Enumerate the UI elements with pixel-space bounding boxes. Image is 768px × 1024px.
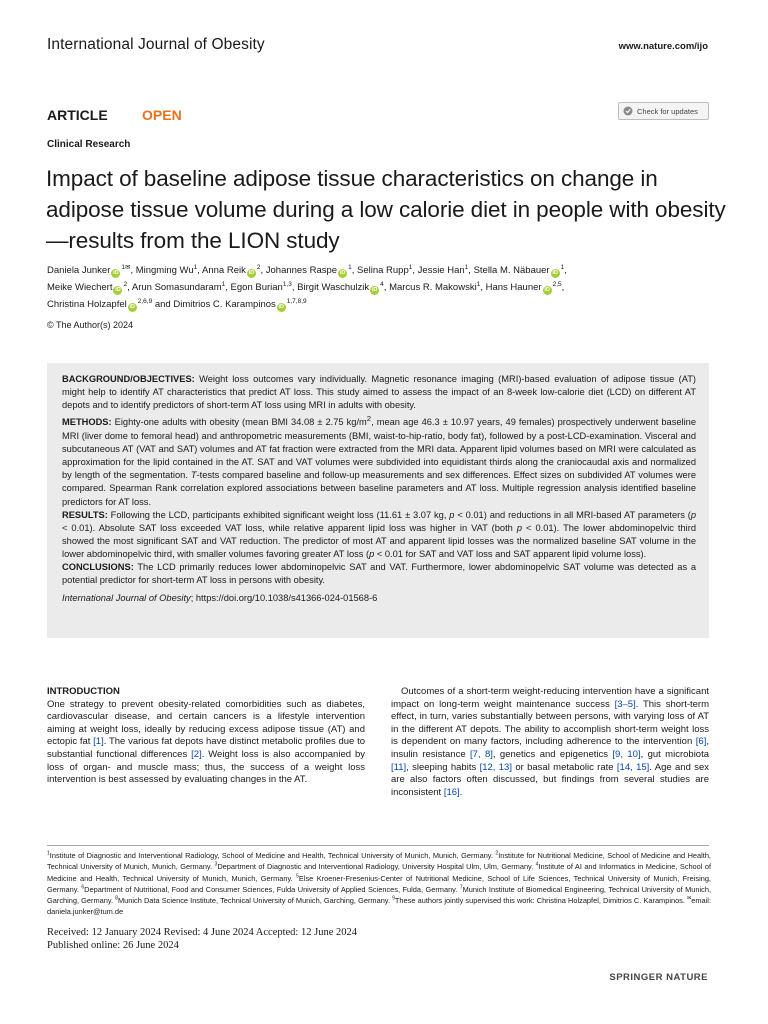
affiliation-text: Institute of Diagnostic and Interventional Radiology, School of Medicine and Health, Technical University of Munich, Munich, Germany. [49,851,496,860]
doi-link[interactable]: ; https://doi.org/10.1038/s41366-024-01568-6 [190,592,378,603]
footnote-divider [47,845,709,846]
author-affiliation-number: 1,3 [282,280,292,288]
publication-dates [47,926,357,952]
affiliation-number: 5 [296,873,299,880]
author-affiliation-number: 1 [476,280,481,288]
affiliation-number: 4 [535,861,539,868]
reference-link[interactable]: [11] [391,761,407,773]
author-name[interactable]: Johannes Raspe [265,265,338,276]
affiliation-number: 3 [214,861,218,868]
reference-link[interactable]: [14, 15] [616,761,650,773]
check-updates-icon [623,106,633,116]
orcid-icon[interactable]: iD [278,304,285,310]
affiliation-text: Institute of AI and Informatics in Medicine, School of Medicine and Health, Technical University of Munich, Munich, Germany. [47,862,711,883]
orcid-icon[interactable]: iD [544,287,550,293]
reference-link[interactable]: [12, 13] [479,761,512,773]
orcid-icon[interactable]: iD [339,270,346,276]
author-affiliation-number: 1 [560,263,565,271]
author-affiliation-number: 2,5 [552,280,562,288]
affiliation-number: 8 [115,895,118,902]
author-name[interactable]: Mingming Wu [135,265,194,276]
author-affiliation-number: 1 [348,263,352,271]
author-affiliation-number: 1✉ [121,263,131,271]
abstract-results: RESULTS: Following the LCD, participants exhibited significant weight loss (11.61 ± 3.07 kg, p < 0.01) and reductions in all MRI-based AT parameters (p < 0.01). Absolute SAT loss exceeded VAT loss, while relative apparent lipid loss was higher in VAT (both p < 0.01). The lower abdominopelvic third showed the most significant SAT and VAT reduction. The predictor of most AT and apparent lipid losses was the normalized baseline SAT volume in the lower abdominopelvic third, with smaller volumes favoring greater AT loss (p < 0.01 for SAT and VAT loss and SAT apparent lipid volume loss). [62,509,696,560]
open-access-label: OPEN [142,107,182,123]
article-title: Impact of baseline adipose tissue characteristics on change in adipose tissue volume during a low calorie diet in people with obesity—results from the LION study [46,166,726,253]
author-name[interactable]: Marcus R. Makowski [389,282,477,293]
author-name[interactable]: Daniela Junker [47,265,111,276]
author-name[interactable]: Dimitrios C. Karampinos [173,299,276,310]
author-name[interactable]: Christina Holzapfel [47,299,127,310]
author-affiliation-number: 2 [256,263,261,271]
reference-link[interactable]: [16] [443,786,460,798]
author-name[interactable]: Birgit Waschulzik [297,282,370,293]
author-affiliation-number: 1 [221,280,226,288]
affiliation-text: Else Kroener-Fresenius-Center of Nutritional Medicine, School of Life Sciences, Technical University of Munich, Freising, Germany. [47,873,711,894]
orcid-icon[interactable]: iD [248,270,255,276]
abstract-conclusions: CONCLUSIONS: The LCD primarily reduces lower abdominopelvic SAT and VAT. Furthermore, lower abdominopelvic SAT volume was detected as a potential predictor for short-term AT loss in persons with obesity. [62,562,696,586]
reference-link[interactable]: [1] [93,736,104,748]
author-name[interactable]: Jessie Han [417,265,465,276]
reference-link[interactable]: [3–5] [614,698,636,710]
affiliation-number: 9 [392,895,395,902]
affiliation-text: Munich Institute of Biomedical Engineering, Technical University of Munich, Garching, Germany. [47,884,711,906]
article-type-label: ARTICLE [47,107,108,123]
reference-link[interactable]: [7, 8] [470,748,493,760]
affiliation-number: 2 [495,850,499,857]
published-date: Published online: 26 June 2024 [47,940,179,951]
intro-paragraph-2: Outcomes of a short-term weight-reducing intervention have a significant impact on long-term weight maintenance success [3–5]. This short-term effect, in turn, varies substantially between persons, with varying loss of AT in the different AT depots. The ability to accomplish short-term weight loss is dependent on many factors, including adherence to the intervention [6], insulin resistance [7, 8], genetics and epigenetics [9, 10], gut microbiota [11], sleeping habits [12, 13] or basal metabolic rate [14, 15]. Age and sex are also factors often discussed, but findings from several studies are inconsistent [16]. [391,686,710,798]
affiliation-text: Munich Data Science Institute, Technical University of Munich, Garching, Germany. [118,896,393,906]
author-affiliation-number: 4 [380,280,384,288]
author-affiliation-number: 2 [123,280,128,288]
journal-name: International Journal of Obesity [47,36,265,53]
author-name[interactable]: Egon Burian [230,282,283,293]
affiliation-number: 1 [47,850,50,857]
affiliations [47,850,711,918]
abstract-box [47,363,709,638]
author-name[interactable]: Hans Hauner [485,282,542,293]
intro-right-column [391,686,709,799]
affiliation-text: Institute for Nutritional Medicine, School of Medicine and Health, Technical University of Munich, Munich, Germany. [47,851,711,872]
intro-left-column [47,686,365,787]
affiliation-number: 6 [81,884,85,891]
orcid-icon[interactable]: iD [115,287,121,293]
orcid-icon[interactable]: iD [129,304,135,310]
affiliation-text: Department of Nutritional, Food and Consumer Sciences, Fulda University of Applied Sciences, Fulda, Germany. [84,884,460,894]
author-name[interactable]: Stella M. Näbauer [473,265,550,276]
affiliation-number: ✉ [687,895,692,902]
abstract-methods: METHODS: Eighty-one adults with obesity (mean BMI 34.08 ± 2.75 $kg/m^2$, mean age 46.3 ± 10.97 years, 49 females) prospectively underwent baseline MRI (liver dome to femoral head) and anthropometric measurements (BMI, waist-to-hip-ratio, body fat), followed by a post-LCD-examination. Visceral and subcutaneous AT (VAT and SAT) volumes and AT fat fraction were extracted from the MRI data. Apparent lipid volumes based on MRI were calculated as approximation for the lipid contained in the AT. SAT and VAT volumes were subdivided into equidistant thirds along the craniocaudal axis and normalized by length of the segmentation. T-tests compared baseline and follow-up measurements and sex differences. Effect sizes on subdivided AT volumes were compared. Spearman Rank correlation explored associations between baseline parameters and AT loss. Multiple regression analysis identified baseline predictors for AT loss. [62,414,697,507]
check-for-updates-button[interactable] [618,102,709,120]
abstract-background: BACKGROUND/OBJECTIVES: Weight loss outcomes vary individually. Magnetic resonance imaging (MRI)-based evaluation of adipose tissue (AT) might help to identify AT characteristics that predict AT loss. This study aimed to assess the impact of an 8-week low-calorie diet (LCD) on different AT depots and to identify predictors of short-term AT loss using MRI in adults with obesity. [62,374,696,411]
orcid-icon[interactable]: iD [552,270,558,276]
journal-url-link[interactable]: www.nature.com/ijo [618,41,708,52]
received-dates: Received: 12 January 2024 Revised: 4 June 2024 Accepted: 12 June 2024 [47,927,357,938]
author-affiliation-number: 1,7,8,9 [286,297,307,305]
copyright: © The Author(s) 2024 [47,320,134,330]
intro-heading: INTRODUCTION [47,686,120,697]
affiliation-text: Department of Diagnostic and Interventional Radiology, University Hospital Ulm, Ulm, Germany. [217,862,536,872]
affiliation-text: These authors jointly supervised this work: Christina Holzapfel, Dimitrios C. Karampinos. [394,896,688,906]
author-affiliation-number: 1 [408,263,413,271]
author-name[interactable]: Arun Somasundaram [131,282,222,293]
author-affiliation-number: 2,6,9 [137,297,153,305]
abstract-citation: International Journal of Obesity; https://doi.org/10.1038/s41366-024-01568-6 [62,592,378,603]
publisher-logo: SPRINGER NATURE [609,972,708,983]
author-affiliation-number: 1 [193,263,198,271]
check-updates-label: Check for updates [637,106,698,116]
author-affiliation-number: 1 [464,263,469,271]
reference-link[interactable]: [6] [695,736,707,748]
orcid-icon[interactable]: iD [371,287,378,293]
author-name[interactable]: Anna Reik [202,265,246,276]
reference-link[interactable]: [2] [191,748,202,760]
author-name[interactable]: Selina Rupp [356,265,409,276]
reference-link[interactable]: [9, 10] [612,748,641,760]
intro-paragraph-1: One strategy to prevent obesity-related comorbidities such as diabetes, cardiovascular disease, and certain cancers is a lifestyle intervention aiming at weight loss, ideally by reducing excess adipose tissue (AT) and ectopic fat [1]. The various fat depots have distinct metabolic profiles due to substantial functional differences [2]. Weight loss is also accompanied by loss of organ- and muscle mass; thus, the success of a weight loss intervention is best assessed by evaluating changes in the AT. [47,698,365,786]
author-name[interactable]: Meike Wiechert [47,282,113,293]
orcid-icon[interactable]: iD [113,270,119,276]
section-label: Clinical Research [47,139,131,150]
affiliation-text: email: daniela.junker@tum.de [47,896,711,917]
affiliation-number: 7 [459,884,463,891]
author-list: Daniela Junker $iD^{1✉}$, Mingming Wu$^1$, Anna Reik $iD^2$, Johannes Raspe $iD^1$, Selina Rupp$^1$, Jessie Han$^1$, Stella M. Näbauer $iD^1$, Meike Wiechert $iD^2$, Arun Somasundaram$^1$, Egon Burian$^{1,3}$, Birgit Waschulzik $iD^4$, Marcus R. Makowski$^1$, Hans Hauner iD$^{2,5}$, Christina Holzapfel iD$^{2,6,9}$ and Dimitrios C. Karampinos iD$^{1,7,8,9}$ [47,263,567,310]
